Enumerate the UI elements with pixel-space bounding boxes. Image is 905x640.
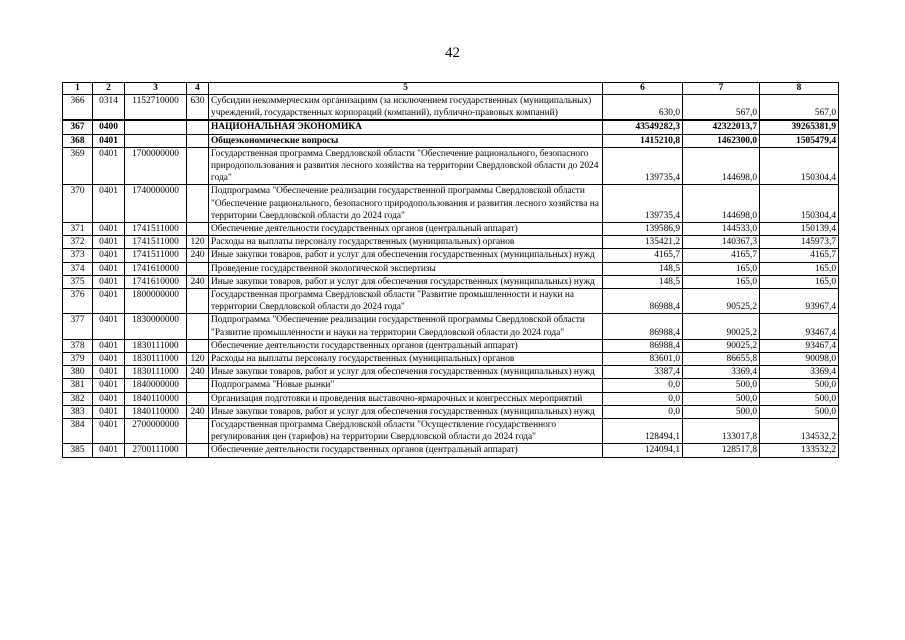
description-cell: Иные закупки товаров, работ и услуг для обеспечения государственных (муниципальных) нужд [209,275,603,288]
amount-year1-cell: 86988,4 [603,314,683,339]
table-row [63,366,839,379]
target-code-cell: 1741511000 [125,236,187,249]
expense-type-cell: 240 [187,249,209,262]
target-code-cell: 1741511000 [125,223,187,236]
table-row [63,392,839,405]
description-cell: Иные закупки товаров, работ и услуг для обеспечения государственных (муниципальных) нужд [209,366,603,379]
target-code-cell: 2700000000 [125,419,187,444]
amount-year2-cell: 1462300,0 [683,134,760,147]
section-code-cell: 0401 [93,249,125,262]
row-number-cell: 368 [63,134,93,147]
amount-year3-cell: 4165,7 [760,249,839,262]
target-code-cell: 1152710000 [125,95,187,121]
amount-year1-cell: 139735,4 [603,147,683,185]
header-cell-1: 1 [63,83,93,95]
amount-year2-cell: 144698,0 [683,185,760,223]
section-code-cell: 0401 [93,339,125,352]
target-code-cell [125,134,187,147]
amount-year2-cell: 144533,0 [683,223,760,236]
row-number-cell: 373 [63,249,93,262]
section-code-cell: 0401 [93,314,125,339]
description-cell: Обеспечение деятельности государственных органов (центральный аппарат) [209,223,603,236]
description-cell: Организация подготовки и проведения выставочно-ярмарочных и конгрессных мероприятий [209,392,603,405]
row-number-cell: 378 [63,339,93,352]
amount-year3-cell: 3369,4 [760,366,839,379]
target-code-cell: 1800000000 [125,289,187,314]
description-cell: Государственная программа Свердловской области "Осуществление государственного регулирования цен (тарифов) на территории Свердловской области до 2024 года" [209,419,603,444]
target-code-cell: 1741610000 [125,275,187,288]
table-row [63,379,839,392]
row-number-cell: 367 [63,120,93,134]
amount-year1-cell: 0,0 [603,405,683,418]
description-cell: Расходы на выплаты персоналу государственных (муниципальных) органов [209,353,603,366]
amount-year3-cell: 93467,4 [760,339,839,352]
expense-type-cell [187,419,209,444]
header-cell-4: 4 [187,83,209,95]
expense-type-cell [187,185,209,223]
amount-year2-cell: 500,0 [683,392,760,405]
page-number: 42 [445,45,460,61]
amount-year3-cell: 133532,2 [760,444,839,457]
table-row [63,262,839,275]
row-number-cell: 374 [63,262,93,275]
target-code-cell: 1741610000 [125,262,187,275]
target-code-cell: 1700000000 [125,147,187,185]
amount-year2-cell: 500,0 [683,405,760,418]
table-row [63,419,839,444]
amount-year2-cell: 42322013,7 [683,120,760,134]
amount-year1-cell: 3387,4 [603,366,683,379]
amount-year1-cell: 4165,7 [603,249,683,262]
expense-type-cell [187,262,209,275]
description-cell: Подпрограмма "Новые рынки" [209,379,603,392]
section-code-cell: 0401 [93,223,125,236]
description-cell: Общеэкономические вопросы [209,134,603,147]
amount-year3-cell: 93467,4 [760,314,839,339]
amount-year1-cell: 43549282,3 [603,120,683,134]
amount-year1-cell: 128494,1 [603,419,683,444]
row-number-cell: 371 [63,223,93,236]
amount-year2-cell: 3369,4 [683,366,760,379]
expense-type-cell [187,134,209,147]
budget-table [62,82,839,458]
section-code-cell: 0401 [93,392,125,405]
amount-year3-cell: 500,0 [760,379,839,392]
row-number-cell: 379 [63,353,93,366]
row-number-cell: 370 [63,185,93,223]
amount-year2-cell: 500,0 [683,379,760,392]
target-code-cell: 1741511000 [125,249,187,262]
target-code-cell: 1830111000 [125,353,187,366]
target-code-cell: 2700111000 [125,444,187,457]
header-cell-8: 8 [760,83,839,95]
expense-type-cell [187,289,209,314]
header-cell-7: 7 [683,83,760,95]
description-cell: Обеспечение деятельности государственных органов (центральный аппарат) [209,339,603,352]
row-number-cell: 376 [63,289,93,314]
description-cell: НАЦИОНАЛЬНАЯ ЭКОНОМИКА [209,120,603,134]
amount-year2-cell: 4165,7 [683,249,760,262]
section-code-cell: 0401 [93,185,125,223]
amount-year1-cell: 83601,0 [603,353,683,366]
amount-year2-cell: 133017,8 [683,419,760,444]
header-cell-3: 3 [125,83,187,95]
description-cell: Проведение государственной экологической экспертизы [209,262,603,275]
amount-year3-cell: 134532,2 [760,419,839,444]
amount-year1-cell: 0,0 [603,392,683,405]
row-number-cell: 380 [63,366,93,379]
table-row [63,134,839,147]
amount-year2-cell: 90025,2 [683,314,760,339]
table-row [63,95,839,121]
section-code-cell: 0401 [93,366,125,379]
amount-year1-cell: 124094,1 [603,444,683,457]
description-cell: Государственная программа Свердловской области "Развитие промышленности и науки на территории Свердловской области до 2024 года" [209,289,603,314]
amount-year3-cell: 567,0 [760,95,839,121]
row-number-cell: 375 [63,275,93,288]
amount-year1-cell: 139586,9 [603,223,683,236]
row-number-cell: 369 [63,147,93,185]
section-code-cell: 0314 [93,95,125,121]
section-code-cell: 0401 [93,275,125,288]
amount-year1-cell: 135421,2 [603,236,683,249]
expense-type-cell [187,392,209,405]
amount-year1-cell: 1415210,8 [603,134,683,147]
row-number-cell: 385 [63,444,93,457]
amount-year3-cell: 500,0 [760,392,839,405]
header-cell-6: 6 [603,83,683,95]
amount-year1-cell: 630,0 [603,95,683,121]
description-cell: Обеспечение деятельности государственных органов (центральный аппарат) [209,444,603,457]
expense-type-cell: 120 [187,353,209,366]
table-row [63,353,839,366]
amount-year2-cell: 144698,0 [683,147,760,185]
section-code-cell: 0401 [93,405,125,418]
table-row [63,223,839,236]
amount-year2-cell: 128517,8 [683,444,760,457]
header-row [63,83,839,95]
section-code-cell: 0401 [93,379,125,392]
row-number-cell: 381 [63,379,93,392]
amount-year2-cell: 165,0 [683,275,760,288]
row-number-cell: 382 [63,392,93,405]
amount-year1-cell: 148,5 [603,275,683,288]
table-row [63,314,839,339]
expense-type-cell [187,339,209,352]
row-number-cell: 377 [63,314,93,339]
target-code-cell: 1840000000 [125,379,187,392]
description-cell: Государственная программа Свердловской области "Обеспечение рационального, безопасного природопользования и развития лесного хозяйства на территории Свердловской области до 2024 года" [209,147,603,185]
table-row [63,120,839,134]
amount-year3-cell: 150139,4 [760,223,839,236]
amount-year1-cell: 0,0 [603,379,683,392]
amount-year2-cell: 140367,3 [683,236,760,249]
section-code-cell: 0401 [93,353,125,366]
table-body [63,95,839,458]
amount-year3-cell: 90098,0 [760,353,839,366]
section-code-cell: 0400 [93,120,125,134]
expense-type-cell [187,223,209,236]
section-code-cell: 0401 [93,289,125,314]
table-row [63,444,839,457]
section-code-cell: 0401 [93,262,125,275]
table-row [63,249,839,262]
amount-year3-cell: 165,0 [760,262,839,275]
expense-type-cell [187,120,209,134]
amount-year3-cell: 1505479,4 [760,134,839,147]
description-cell: Подпрограмма "Обеспечение реализации государственной программы Свердловской области "Обеспечение рационального, безопасного природопользования и развития лесного хозяйства на территории Свердловской области до 2024 года" [209,185,603,223]
table-row [63,405,839,418]
target-code-cell: 1830111000 [125,366,187,379]
row-number-cell: 384 [63,419,93,444]
header-cell-5: 5 [209,83,603,95]
amount-year1-cell: 86988,4 [603,289,683,314]
description-cell: Расходы на выплаты персоналу государственных (муниципальных) органов [209,236,603,249]
amount-year1-cell: 139735,4 [603,185,683,223]
table-row [63,275,839,288]
amount-year3-cell: 150304,4 [760,185,839,223]
expense-type-cell [187,314,209,339]
description-cell: Подпрограмма "Обеспечение реализации государственной программы Свердловской области "Развитие промышленности и науки на территории Свердловской области до 2024 года" [209,314,603,339]
amount-year2-cell: 90525,2 [683,289,760,314]
amount-year2-cell: 165,0 [683,262,760,275]
table-row [63,289,839,314]
expense-type-cell: 240 [187,275,209,288]
table-row [63,236,839,249]
amount-year2-cell: 567,0 [683,95,760,121]
target-code-cell [125,120,187,134]
row-number-cell: 372 [63,236,93,249]
section-code-cell: 0401 [93,419,125,444]
section-code-cell: 0401 [93,236,125,249]
amount-year1-cell: 86988,4 [603,339,683,352]
header-cell-2: 2 [93,83,125,95]
description-cell: Субсидии некоммерческим организациям (за исключением государственных (муниципальных) учреждений, государственных корпораций (компаний), публично-правовых компаний) [209,95,603,121]
amount-year3-cell: 39265381,9 [760,120,839,134]
amount-year2-cell: 90025,2 [683,339,760,352]
expense-type-cell [187,444,209,457]
amount-year3-cell: 93967,4 [760,289,839,314]
section-code-cell: 0401 [93,444,125,457]
table-row [63,185,839,223]
row-number-cell: 383 [63,405,93,418]
expense-type-cell: 120 [187,236,209,249]
amount-year2-cell: 86655,8 [683,353,760,366]
expense-type-cell: 240 [187,366,209,379]
row-number-cell: 366 [63,95,93,121]
expense-type-cell: 630 [187,95,209,121]
table-row [63,339,839,352]
target-code-cell: 1840110000 [125,405,187,418]
expense-type-cell [187,379,209,392]
target-code-cell: 1830111000 [125,339,187,352]
table-row [63,147,839,185]
description-cell: Иные закупки товаров, работ и услуг для обеспечения государственных (муниципальных) нужд [209,249,603,262]
expense-type-cell [187,147,209,185]
amount-year3-cell: 500,0 [760,405,839,418]
expense-type-cell: 240 [187,405,209,418]
target-code-cell: 1840110000 [125,392,187,405]
description-cell: Иные закупки товаров, работ и услуг для обеспечения государственных (муниципальных) нужд [209,405,603,418]
amount-year1-cell: 148,5 [603,262,683,275]
amount-year3-cell: 150304,4 [760,147,839,185]
target-code-cell: 1740000000 [125,185,187,223]
amount-year3-cell: 145973,7 [760,236,839,249]
section-code-cell: 0401 [93,147,125,185]
amount-year3-cell: 165,0 [760,275,839,288]
target-code-cell: 1830000000 [125,314,187,339]
section-code-cell: 0401 [93,134,125,147]
